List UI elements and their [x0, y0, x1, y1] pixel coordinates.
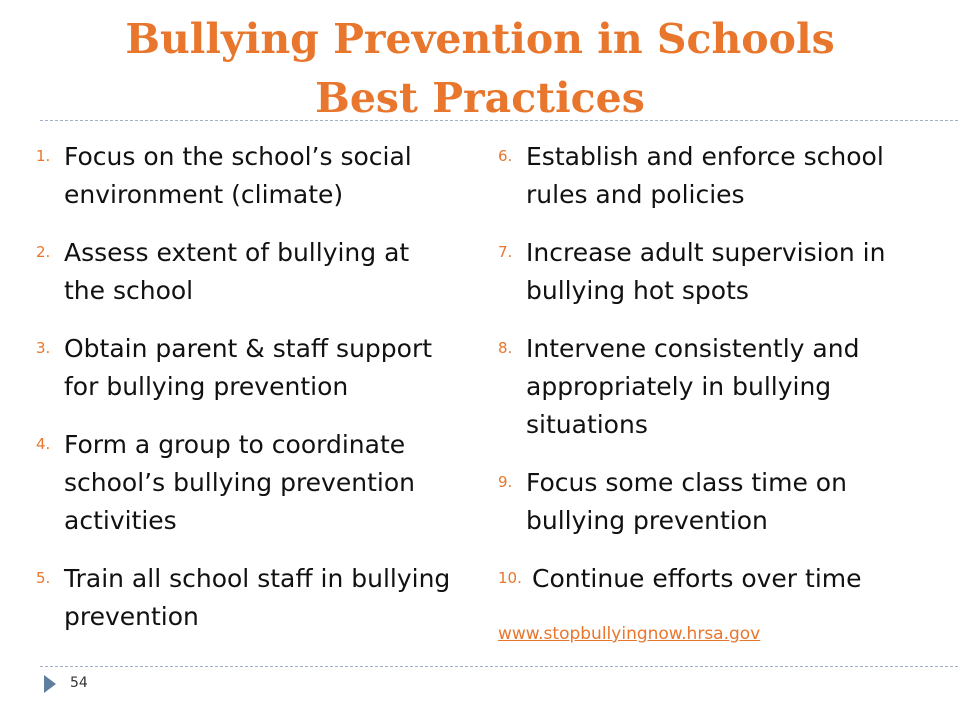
- item-number: 8.: [498, 339, 513, 357]
- list-item: [36, 138, 456, 214]
- item-text: Continue efforts over time: [532, 564, 862, 593]
- item-number: 7.: [498, 243, 513, 261]
- title-line-2: Best Practices: [315, 74, 645, 122]
- item-text: Establish and enforce school rules and policies: [526, 142, 884, 209]
- page-number: 54: [70, 675, 88, 691]
- item-text: Increase adult supervision in bullying hot spots: [526, 238, 886, 305]
- item-number: 9.: [498, 473, 513, 491]
- practices-list-right: [498, 138, 938, 598]
- item-text: Intervene consistently and appropriately in bullying situations: [526, 334, 860, 439]
- slide-title: [0, 10, 960, 128]
- bottom-divider: [40, 666, 960, 667]
- item-text: Focus on the school’s social environment (climate): [64, 142, 412, 209]
- list-item: [36, 560, 456, 636]
- source-link[interactable]: www.stopbullyingnow.hrsa.gov: [498, 624, 761, 644]
- list-item: [498, 138, 938, 214]
- item-text: Train all school staff in bullying prevention: [64, 564, 451, 631]
- item-number: 5.: [36, 569, 51, 587]
- right-column: [498, 138, 938, 618]
- item-text: Focus some class time on bullying prevention: [526, 468, 847, 535]
- item-text: Obtain parent & staff support for bullying prevention: [64, 334, 433, 401]
- item-text: Form a group to coordinate school’s bullying prevention activities: [64, 430, 415, 535]
- list-item: [36, 330, 456, 406]
- list-item: [498, 464, 938, 540]
- item-number: 2.: [36, 243, 51, 261]
- item-number: 10.: [498, 569, 522, 587]
- list-item: [498, 560, 938, 598]
- item-number: 1.: [36, 147, 51, 165]
- list-item: [36, 234, 456, 310]
- item-number: 4.: [36, 435, 51, 453]
- triangle-bullet-icon: [44, 675, 56, 693]
- top-divider: [40, 120, 960, 121]
- list-item: [36, 426, 456, 540]
- list-item: [498, 234, 938, 310]
- item-text: Assess extent of bullying at the school: [64, 238, 410, 305]
- practices-list-left: [36, 138, 456, 636]
- list-item: [498, 330, 938, 444]
- left-column: [36, 138, 456, 656]
- item-number: 6.: [498, 147, 513, 165]
- title-line-1: Bullying Prevention in Schools: [125, 15, 835, 63]
- item-number: 3.: [36, 339, 51, 357]
